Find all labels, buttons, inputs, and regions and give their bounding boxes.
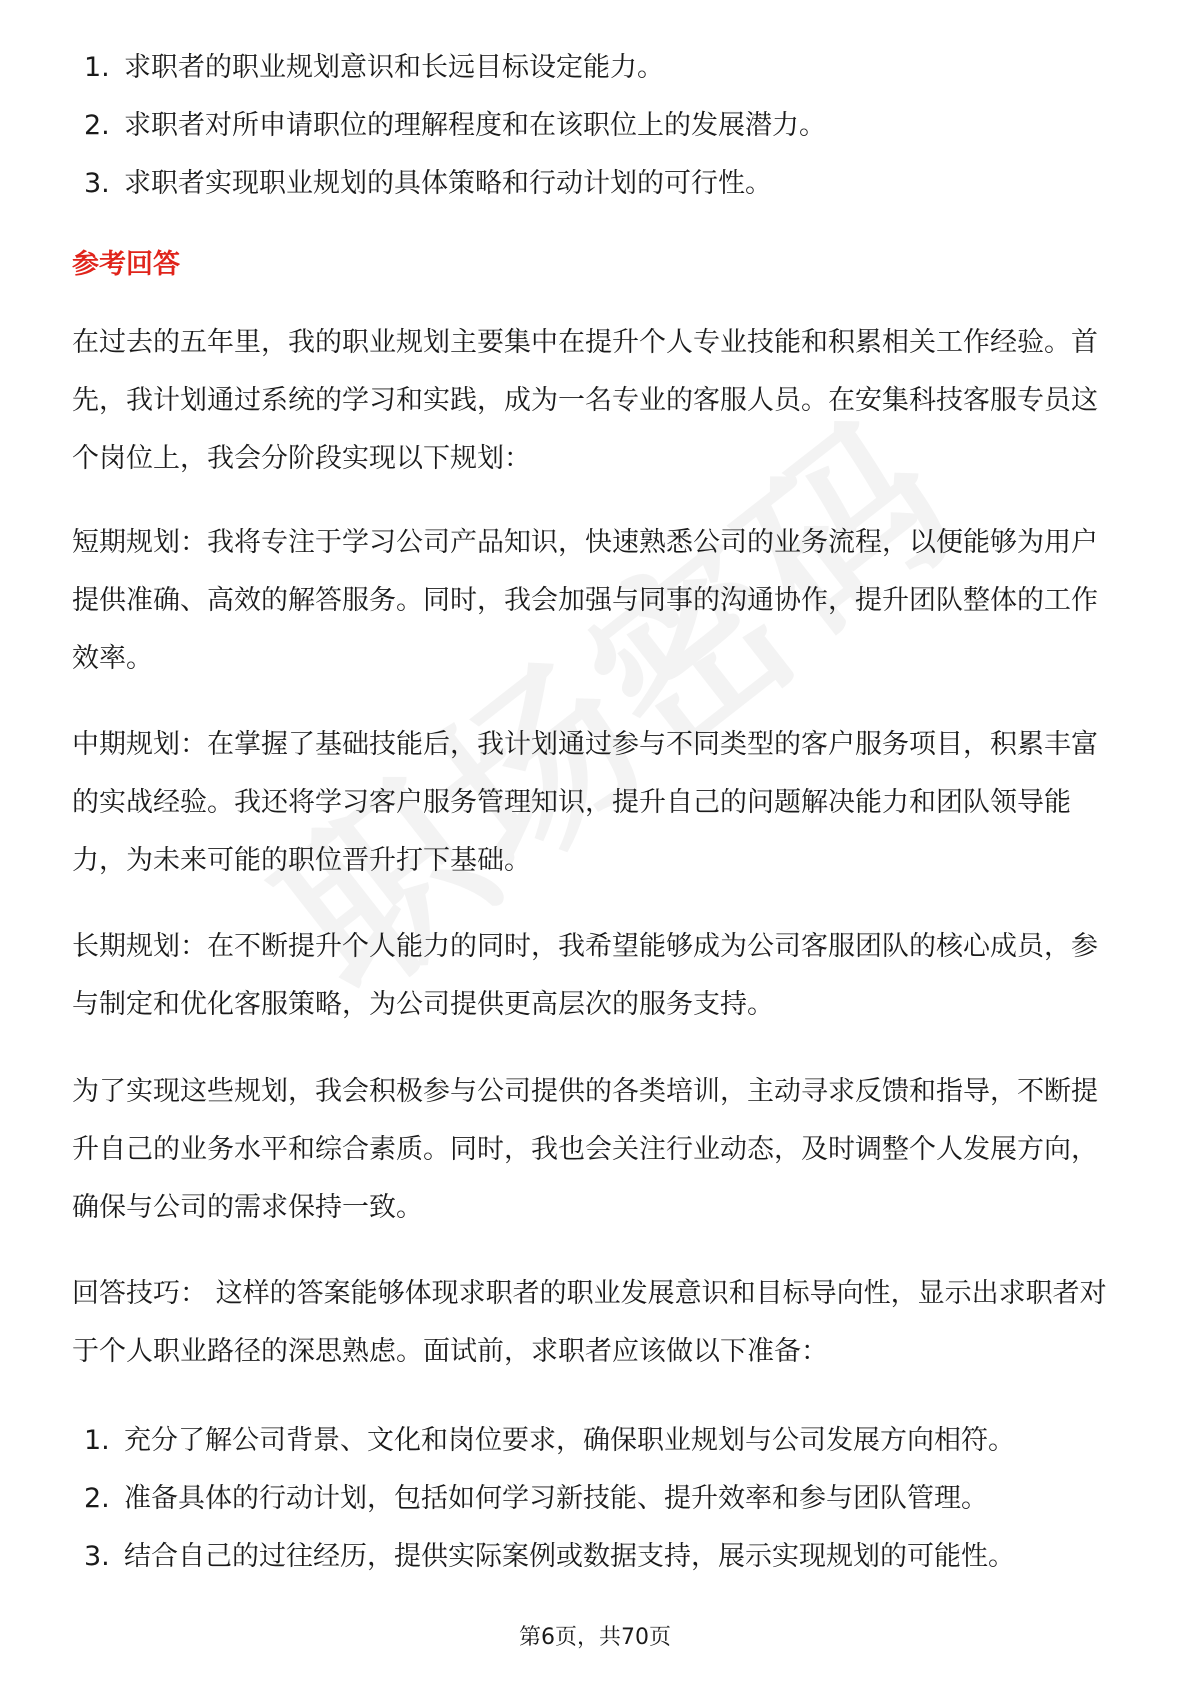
list-item xyxy=(84,1539,1124,1575)
list-item xyxy=(84,166,1124,202)
list-text: 求职者的职业规划意识和长远目标设定能力。 xyxy=(124,52,664,83)
page-footer: 第6页，共70页 xyxy=(519,1625,671,1650)
list-number: 2. xyxy=(84,1483,110,1514)
intro-paragraph: 在过去的五年里，我的职业规划主要集中在提升个人专业技能和积累相关工作经验。首先，我计划通过系统的学习和实践，成为一名专业的客服人员。在安集科技客服专员这个岗位上，我会分阶段实现以下规划： xyxy=(72,327,1098,474)
list-text: 准备具体的行动计划，包括如何学习新技能、提升效率和参与团队管理。 xyxy=(124,1483,988,1514)
list-item xyxy=(84,108,1124,144)
mid-term-paragraph: 中期规划：在掌握了基础技能后，我计划通过参与不同类型的客户服务项目，积累丰富的实战经验。我还将学习客户服务管理知识，提升自己的问题解决能力和团队领导能力，为未来可能的职位晋升打下基础。 xyxy=(72,729,1098,876)
evaluation-points-list xyxy=(84,50,1124,224)
list-text: 求职者对所申请职位的理解程度和在该职位上的发展潜力。 xyxy=(124,110,826,141)
actions-paragraph: 为了实现这些规划，我会积极参与公司提供的各类培训，主动寻求反馈和指导，不断提升自己的业务水平和综合素质。同时，我也会关注行业动态，及时调整个人发展方向，确保与公司的需求保持一致。 xyxy=(72,1076,1098,1223)
list-number: 1. xyxy=(84,52,110,83)
list-text: 充分了解公司背景、文化和岗位要求，确保职业规划与公司发展方向相符。 xyxy=(124,1425,1015,1456)
list-text: 结合自己的过往经历，提供实际案例或数据支持，展示实现规划的可能性。 xyxy=(124,1541,1015,1572)
list-item xyxy=(84,50,1124,86)
list-number: 1. xyxy=(84,1425,110,1456)
list-number: 2. xyxy=(84,110,110,141)
preparation-list xyxy=(84,1423,1124,1597)
list-number: 3. xyxy=(84,1541,110,1572)
reference-answer-heading: 参考回答 xyxy=(72,249,180,280)
list-number: 3. xyxy=(84,168,110,199)
list-item xyxy=(84,1423,1124,1459)
short-term-paragraph: 短期规划：我将专注于学习公司产品知识，快速熟悉公司的业务流程，以便能够为用户提供准确、高效的解答服务。同时，我会加强与同事的沟通协作，提升团队整体的工作效率。 xyxy=(72,527,1098,674)
tips-paragraph: 回答技巧： 这样的答案能够体现求职者的职业发展意识和目标导向性，显示出求职者对于个人职业路径的深思熟虑。面试前，求职者应该做以下准备： xyxy=(72,1278,1107,1367)
list-text: 求职者实现职业规划的具体策略和行动计划的可行性。 xyxy=(124,168,772,199)
long-term-paragraph: 长期规划：在不断提升个人能力的同时，我希望能够成为公司客服团队的核心成员，参与制定和优化客服策略，为公司提供更高层次的服务支持。 xyxy=(72,931,1098,1020)
list-item xyxy=(84,1481,1124,1517)
